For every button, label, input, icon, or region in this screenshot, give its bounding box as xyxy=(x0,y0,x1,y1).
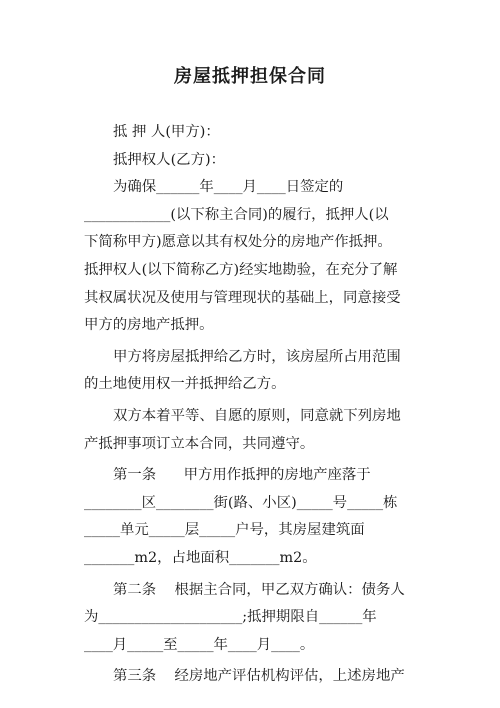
party-a-line: 抵 押 人(甲方)： xyxy=(113,124,220,140)
article-3: 第三条 经房地产评估机构评估，上述房地产 xyxy=(113,668,405,685)
paragraph-land-use: 甲方将房屋抵押给乙方时，该房屋所占用范围 的土地使用权一并抵押给乙方。 xyxy=(84,348,401,393)
article-1: 第一条 甲方用作抵押的房地产座落于 ________区________街(路、小区)_____号_____栋 _____单元_____层_____户号，其房屋建筑面 _______m2，占地面积_______m2。 xyxy=(84,467,398,566)
document-body xyxy=(84,119,420,691)
paragraph-principle: 双方本着平等、自愿的原则，同意就下列房地 产抵押事项订立本合同，共同遵守。 xyxy=(84,407,401,452)
document-title: 房屋抵押担保合同 xyxy=(174,66,326,87)
article-2: 第二条 根据主合同，甲乙双方确认：债务人 为____________________;抵押期限自______年 ____月_____至_____年____月____。 xyxy=(84,581,405,653)
party-b-line: 抵押权人(乙方)： xyxy=(113,151,225,168)
paragraph-purpose: 为确保______年____月____日签定的 ____________(以下称主合同)的履行，抵押人(以 下简称甲方)愿意以其有权处分的房地产作抵押。 抵押权人(以下简称乙方)经实地勘验，在充分了解 其权属状况及使用与管理现状的基础上，同意接受 甲方的房地产抵押。 xyxy=(84,179,401,334)
